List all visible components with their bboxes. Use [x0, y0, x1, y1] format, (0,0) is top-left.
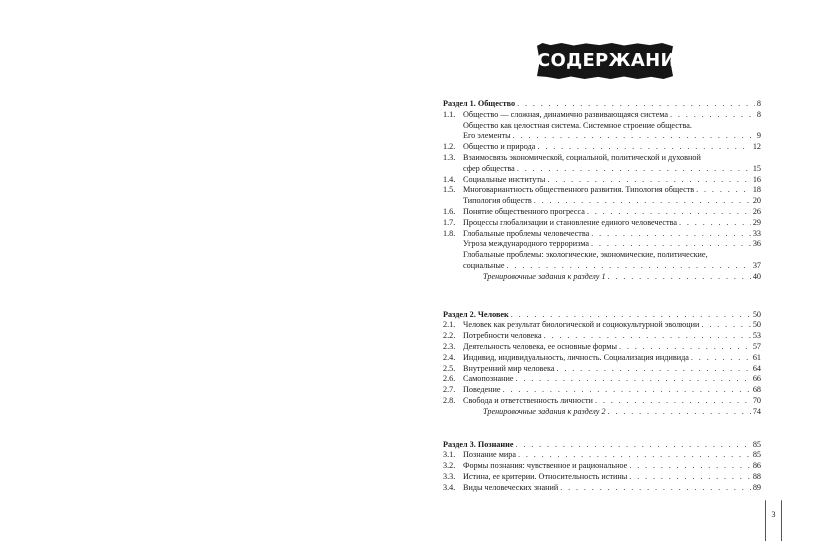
- entry-title: Процессы глобализации и становление единого человечества: [463, 217, 678, 227]
- page-ref: 18: [752, 185, 761, 195]
- entry-title: социальные: [463, 260, 505, 270]
- toc-item[interactable]: [443, 164, 761, 175]
- item-number: 3.2.: [443, 461, 456, 471]
- entry-title: сфер общества: [463, 163, 515, 173]
- entry-title: Его элементы: [463, 131, 511, 141]
- toc-item[interactable]: [443, 131, 761, 142]
- entry-title: Общество и природа: [463, 142, 536, 152]
- toc-item[interactable]: [443, 472, 761, 483]
- toc-item[interactable]: [443, 121, 761, 132]
- training-tasks-entry[interactable]: [443, 272, 761, 283]
- page-ref: 74: [752, 406, 761, 416]
- dot-leader: [511, 310, 751, 321]
- dot-leader: [591, 239, 751, 250]
- page-ref: 15: [752, 163, 761, 173]
- dot-leader: [560, 483, 751, 494]
- toc-item[interactable]: [443, 229, 761, 240]
- toc-item[interactable]: [443, 261, 761, 272]
- page-ref: 12: [752, 142, 761, 152]
- toc-item[interactable]: [443, 450, 761, 461]
- dot-leader: [517, 164, 751, 175]
- toc-item[interactable]: [443, 110, 761, 121]
- page-ref: 20: [752, 196, 761, 206]
- dot-leader: [670, 110, 755, 121]
- toc-item[interactable]: [443, 185, 761, 196]
- entry-title: Типология обществ: [463, 196, 532, 206]
- entry-title: Человек как результат биологической и социокультурной эволюции: [463, 320, 700, 330]
- toc-item[interactable]: [443, 218, 761, 229]
- section-heading[interactable]: [443, 99, 761, 110]
- item-number: 1.3.: [443, 152, 456, 162]
- dot-leader: [608, 407, 751, 418]
- item-number: 1.6.: [443, 206, 456, 216]
- item-number: 1.7.: [443, 217, 456, 227]
- entry-title: Истина, ее критерии. Относительность истины: [463, 471, 628, 481]
- page-ref: 9: [756, 131, 761, 141]
- entry-title: Социальные институты: [463, 174, 546, 184]
- dot-leader: [691, 353, 751, 364]
- item-number: 2.6.: [443, 374, 456, 384]
- dot-leader: [547, 175, 750, 186]
- dot-leader: [591, 229, 751, 240]
- entry-title: Свобода и ответственность личности: [463, 395, 593, 405]
- entry-title: Деятельность человека, ее основные формы: [463, 341, 617, 351]
- page-title: СОДЕРЖАНИЕ: [537, 50, 689, 71]
- dot-leader: [619, 342, 751, 353]
- page-number: 3: [771, 510, 776, 519]
- dot-leader: [517, 99, 755, 110]
- dot-leader: [513, 131, 755, 142]
- item-number: 2.5.: [443, 363, 456, 373]
- section-heading[interactable]: [443, 440, 761, 451]
- page-ref: 61: [752, 352, 761, 362]
- entry-title: Формы познания: чувственное и рациональное: [463, 461, 628, 471]
- page-ref: 33: [752, 228, 761, 238]
- page-ref: 50: [752, 309, 761, 319]
- entry-title: Потребности человека: [463, 331, 542, 341]
- page-ref: 86: [752, 461, 761, 471]
- dot-leader: [537, 142, 750, 153]
- page-ref: 57: [752, 341, 761, 351]
- toc-item[interactable]: [443, 239, 761, 250]
- dot-leader: [507, 261, 751, 272]
- item-number: 1.4.: [443, 174, 456, 184]
- page-ref: 89: [752, 482, 761, 492]
- entry-title: Раздел 2. Человек: [443, 309, 509, 319]
- item-number: 1.8.: [443, 228, 456, 238]
- dot-leader: [587, 207, 751, 218]
- toc-item[interactable]: [443, 250, 761, 261]
- entry-title: Общество как целостная система. Системное строение общества.: [463, 120, 692, 130]
- toc-item[interactable]: [443, 153, 761, 164]
- training-tasks-entry[interactable]: [443, 407, 761, 418]
- page-ref: 16: [752, 174, 761, 184]
- dot-leader: [696, 185, 751, 196]
- entry-title: Раздел 1. Общество: [443, 99, 516, 108]
- entry-title: Индивид, индивидуальность, личность. Социализация индивида: [463, 352, 689, 362]
- entry-title: Познание мира: [463, 450, 516, 460]
- toc-item[interactable]: [443, 331, 761, 342]
- page-ref: 85: [752, 450, 761, 460]
- dot-leader: [515, 440, 750, 451]
- dot-leader: [544, 331, 751, 342]
- entry-title: Раздел 3. Познание: [443, 439, 514, 449]
- toc-item[interactable]: [443, 364, 761, 375]
- dot-leader: [595, 396, 751, 407]
- toc-item[interactable]: [443, 396, 761, 407]
- toc-item[interactable]: [443, 385, 761, 396]
- toc-section: [443, 310, 761, 418]
- toc-section: [443, 99, 761, 283]
- dot-leader: [503, 385, 751, 396]
- entry-title: Тренировочные задания к разделу 2: [483, 406, 606, 416]
- page-ref: 8: [756, 109, 761, 119]
- item-number: 3.3.: [443, 471, 456, 481]
- toc-item[interactable]: [443, 207, 761, 218]
- dot-leader: [534, 196, 751, 207]
- entry-title: Самопознание: [463, 374, 514, 384]
- entry-title: Тренировочные задания к разделу 1: [483, 271, 606, 281]
- dot-leader: [608, 272, 751, 283]
- toc-item[interactable]: [443, 483, 761, 494]
- entry-title: Поведение: [463, 385, 501, 395]
- toc-item[interactable]: [443, 175, 761, 186]
- page-ref: 26: [752, 206, 761, 216]
- toc-item[interactable]: [443, 353, 761, 364]
- item-number: 3.1.: [443, 450, 456, 460]
- item-number: 2.8.: [443, 395, 456, 405]
- page-ref: 36: [752, 239, 761, 249]
- entry-title: Виды человеческих знаний: [463, 482, 559, 492]
- dot-leader: [629, 461, 751, 472]
- entry-title: Общество — сложная, динамично развивающаяся система: [463, 109, 669, 119]
- entry-title: Понятие общественного прогресса: [463, 206, 585, 216]
- entry-title: Глобальные проблемы человечества: [463, 228, 590, 238]
- toc-item[interactable]: [443, 196, 761, 207]
- page-ref: 64: [752, 363, 761, 373]
- item-number: 2.2.: [443, 331, 456, 341]
- entry-title: Взаимосвязь экономической, социальной, политической и духовной: [463, 152, 701, 162]
- page-ref: 53: [752, 331, 761, 341]
- item-number: 1.1.: [443, 109, 456, 119]
- item-number: 3.4.: [443, 482, 456, 492]
- folio-tab: [765, 500, 782, 541]
- page-ref: 29: [752, 217, 761, 227]
- entry-title: Многовариантность общественного развития. Типология обществ: [463, 185, 695, 195]
- dot-leader: [629, 472, 751, 483]
- page-ref: 70: [752, 395, 761, 405]
- page-ref: 66: [752, 374, 761, 384]
- page-ref: 68: [752, 385, 761, 395]
- page-ref: 37: [752, 260, 761, 270]
- item-number: 2.3.: [443, 341, 456, 351]
- dot-leader: [516, 374, 751, 385]
- page-ref: 88: [752, 471, 761, 481]
- entry-title: Угроза международного терроризма: [463, 239, 590, 249]
- item-number: 2.4.: [443, 352, 456, 362]
- dot-leader: [518, 450, 751, 461]
- dot-leader: [701, 320, 750, 331]
- page-ref: 85: [752, 439, 761, 449]
- dot-leader: [557, 364, 751, 375]
- page-ref: 40: [752, 271, 761, 281]
- page-ref: 50: [752, 320, 761, 330]
- toc-item[interactable]: [443, 374, 761, 385]
- toc-item[interactable]: [443, 342, 761, 353]
- item-number: 1.2.: [443, 142, 456, 152]
- entry-title: Внутренний мир человека: [463, 363, 555, 373]
- item-number: 1.5.: [443, 185, 456, 195]
- toc-item[interactable]: [443, 461, 761, 472]
- table-of-contents: [443, 99, 761, 494]
- toc-section: [443, 440, 761, 494]
- toc-item[interactable]: [443, 142, 761, 153]
- item-number: 2.1.: [443, 320, 456, 330]
- dot-leader: [679, 218, 751, 229]
- item-number: 2.7.: [443, 385, 456, 395]
- entry-title: Глобальные проблемы: экологические, экономические, политические,: [463, 250, 708, 260]
- page-ref: 8: [756, 99, 761, 108]
- toc-item[interactable]: [443, 320, 761, 331]
- section-heading[interactable]: [443, 310, 761, 321]
